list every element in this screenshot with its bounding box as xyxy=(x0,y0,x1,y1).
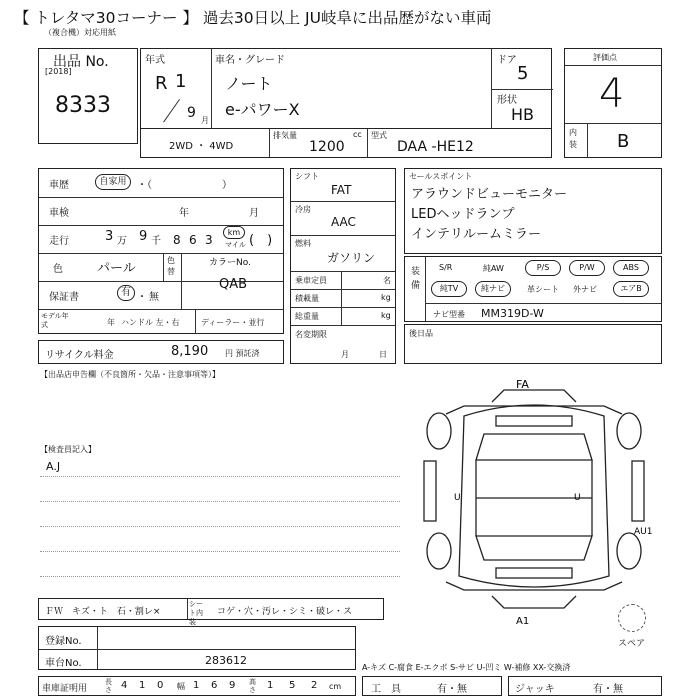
cert-label: 車庫証明用 xyxy=(42,684,88,694)
color-label: 色 xyxy=(53,264,63,275)
model-year-label: モデル年式 xyxy=(41,312,69,329)
diagram-right-side-mark: U xyxy=(574,493,581,503)
displacement-value: 1200 xyxy=(309,139,345,155)
equip-sr: S/R xyxy=(439,263,453,272)
mileage-label: 走行 xyxy=(49,236,69,247)
name-change-month: 月 xyxy=(341,350,349,359)
recycle-box xyxy=(38,340,284,364)
lot-number: 8333 xyxy=(55,93,111,118)
wid-label: 幅 xyxy=(177,682,185,691)
equip-pw: P/W xyxy=(569,260,605,276)
shape-label: 形状 xyxy=(497,95,517,106)
vehicle-info-box xyxy=(140,48,552,130)
notice-label: 【出品店申告欄（不良箇所・欠品・注意事項等）】 xyxy=(40,370,220,379)
chassis-label: 車台No. xyxy=(45,658,82,669)
damage-legend: A-キズ C-腐食 E-エクボ S-サビ U-凹ミ W-補修 XX-交換済 xyxy=(362,663,571,672)
equip-leather: 革シート xyxy=(527,285,559,294)
mileage-km: km xyxy=(223,226,245,239)
mileage-paren: ( ) xyxy=(249,233,273,248)
wid-d1: 1 xyxy=(193,680,200,691)
mileage-d1: 9 xyxy=(139,229,148,244)
jack-value: 有・無 xyxy=(593,684,623,695)
sales-points-label: セールスポイント xyxy=(409,172,473,181)
sales-point-3: インテリルームミラー xyxy=(411,227,542,242)
color-value: パール xyxy=(97,261,136,276)
reg-label: 登録No. xyxy=(45,636,82,647)
load-unit: kg xyxy=(381,293,391,302)
sales-points-box xyxy=(404,168,662,254)
inspection-year: 年 xyxy=(179,208,189,219)
color-change: 色替 xyxy=(167,256,175,276)
inspector-label: 【検査員記入】 xyxy=(40,445,96,454)
shift-label: シフト xyxy=(295,172,319,181)
capacity-unit: 名 xyxy=(383,276,391,285)
equip-ext-navi: 外ナビ xyxy=(573,285,597,294)
garage-cert-box xyxy=(38,676,356,696)
capacity-label: 乗車定員 xyxy=(295,276,327,285)
lot-box xyxy=(38,48,138,144)
inspection-month: 月 xyxy=(249,208,259,219)
name-change-label: 名変期限 xyxy=(295,330,327,339)
navi-value: MM319D-W xyxy=(481,307,544,320)
banner-title: 【 トレタマ30コーナー 】 過去30日以上 JU岐阜に出品歴がない車両 xyxy=(14,9,492,27)
history-label: 車歴 xyxy=(49,180,69,191)
name-label: 車名・グレード xyxy=(215,55,285,66)
gross-label: 総重量 xyxy=(295,312,319,321)
score-box xyxy=(564,48,662,158)
recycle-value: 8,190 xyxy=(171,344,209,359)
warranty-yes: 有 xyxy=(117,285,135,301)
equip-airbag: エアB xyxy=(613,281,649,297)
mileage-mile: マイル xyxy=(225,241,246,249)
mileage-d3: 6 xyxy=(189,233,197,247)
registration-box xyxy=(38,626,356,670)
warranty-label: 保証書 xyxy=(49,292,79,303)
mileage-d4: 3 xyxy=(205,233,213,247)
fuel-label: 燃料 xyxy=(295,239,311,248)
doors-value: 5 xyxy=(517,63,529,84)
drive-box xyxy=(140,128,552,158)
mileage-man: 3 xyxy=(105,229,114,244)
displacement-label: 排気量 xyxy=(273,131,297,140)
wid-d3: 9 xyxy=(229,680,236,691)
year-num: 1 xyxy=(175,71,187,92)
inspection-label: 車検 xyxy=(49,208,69,219)
chassis-value: 283612 xyxy=(205,654,247,667)
hgt-label: 高さ xyxy=(249,678,256,694)
tools-box xyxy=(362,676,502,696)
type-value: DAA -HE12 xyxy=(397,139,474,155)
jack-label: ジャッキ xyxy=(515,684,555,695)
fw-text: ＦＷ キズ・ト 石・割レ× xyxy=(45,607,161,617)
year-label: 年式 xyxy=(145,55,165,66)
model-year-handle: ハンドル 左・右 xyxy=(121,318,180,327)
year-era: R xyxy=(155,73,168,94)
hgt-d1: 1 xyxy=(267,680,274,691)
name-change-day: 日 xyxy=(379,350,387,359)
model-year-year: 年 xyxy=(107,318,115,327)
len-d2: 1 xyxy=(139,680,146,691)
hgt-d3: 2 xyxy=(311,680,318,691)
car-diagram xyxy=(404,376,664,626)
interior-value: B xyxy=(617,131,630,152)
warranty-no: 無 xyxy=(149,292,159,303)
fw-box xyxy=(38,598,384,626)
equip-aw: 純AW xyxy=(483,264,504,273)
recycle-unit: 円 預託済 xyxy=(225,349,260,358)
details-box xyxy=(38,168,284,334)
later-label: 後日品 xyxy=(409,329,433,338)
len-label: 長さ xyxy=(105,678,112,694)
diagram-right-mark: AU1 xyxy=(634,527,653,537)
navi-label: ナビ型番 xyxy=(433,310,465,319)
gross-unit: kg xyxy=(381,311,391,320)
banner-subtitle: （複合機）対応用紙 xyxy=(44,28,116,37)
tools-label: 工 具 xyxy=(371,684,401,695)
seat-text: コゲ・穴・汚レ・シミ・破レ・ス xyxy=(217,607,353,617)
len-d3: 0 xyxy=(157,680,164,691)
history-value: 自家用 xyxy=(95,174,131,190)
equip-tv: 純TV xyxy=(431,281,467,297)
shape-value: HB xyxy=(511,105,535,124)
equip-ps: P/S xyxy=(525,260,561,276)
equipment-box xyxy=(404,256,662,322)
history-rest: ・（ ） xyxy=(137,180,232,191)
lot-label: 出品 No. xyxy=(53,54,109,70)
color-code-label: カラーNo. xyxy=(209,258,251,268)
score-label: 評価点 xyxy=(593,53,617,62)
ac-value: AAC xyxy=(331,215,356,229)
model-year-dealer: ディーラー・並行 xyxy=(201,318,265,327)
mileage-d2: 8 xyxy=(173,233,181,247)
shift-value: FAT xyxy=(331,183,352,197)
mileage-d1-unit: 千 xyxy=(151,236,161,247)
wid-d2: 6 xyxy=(211,680,218,691)
cm-unit: cm xyxy=(329,682,342,691)
displacement-unit: cc xyxy=(353,130,362,139)
score-value: 4 xyxy=(599,71,625,117)
year-month: 9 xyxy=(187,105,196,121)
mileage-man-unit: 万 xyxy=(117,236,127,247)
fuel-value: ガソリン xyxy=(327,251,376,265)
year-month-unit: 月 xyxy=(201,116,209,125)
diagram-left-mark: U xyxy=(454,493,461,503)
sales-point-1: アラウンドビューモニター xyxy=(411,187,568,202)
spare-label: スペア xyxy=(618,639,646,649)
later-box xyxy=(404,324,662,364)
equip-abs: ABS xyxy=(613,260,649,276)
diagram-bottom-mark: A1 xyxy=(516,616,530,626)
seat-label: シート内装 xyxy=(189,600,203,626)
grade-name: e-パワーX xyxy=(225,100,300,119)
spare-circle xyxy=(618,604,646,632)
jack-box xyxy=(508,676,662,696)
model-name: ノート xyxy=(225,74,273,93)
drive-text: 2WD ・ 4WD xyxy=(169,141,234,152)
inspector-note: A.J xyxy=(46,460,61,473)
warranty-sep: ・ xyxy=(137,292,147,303)
interior-label: 内装 xyxy=(569,128,577,149)
equip-navi: 純ナビ xyxy=(475,281,511,297)
len-d1: 4 xyxy=(121,680,128,691)
doors-label: ドア xyxy=(497,55,517,66)
lot-year-stamp: [2018] xyxy=(45,67,72,76)
load-label: 積載量 xyxy=(295,294,319,303)
equipment-label: 装備 xyxy=(411,267,421,291)
type-label: 型式 xyxy=(371,131,387,140)
sales-point-2: LEDヘッドランプ xyxy=(411,207,515,222)
tools-value: 有・無 xyxy=(437,684,467,695)
hgt-d2: 5 xyxy=(289,680,296,691)
color-code: QAB xyxy=(219,277,248,292)
recycle-label: リサイクル料金 xyxy=(45,350,114,361)
ac-label: 冷房 xyxy=(295,205,311,214)
diagram-top-mark: FA xyxy=(516,378,529,391)
spec-box xyxy=(290,168,396,364)
